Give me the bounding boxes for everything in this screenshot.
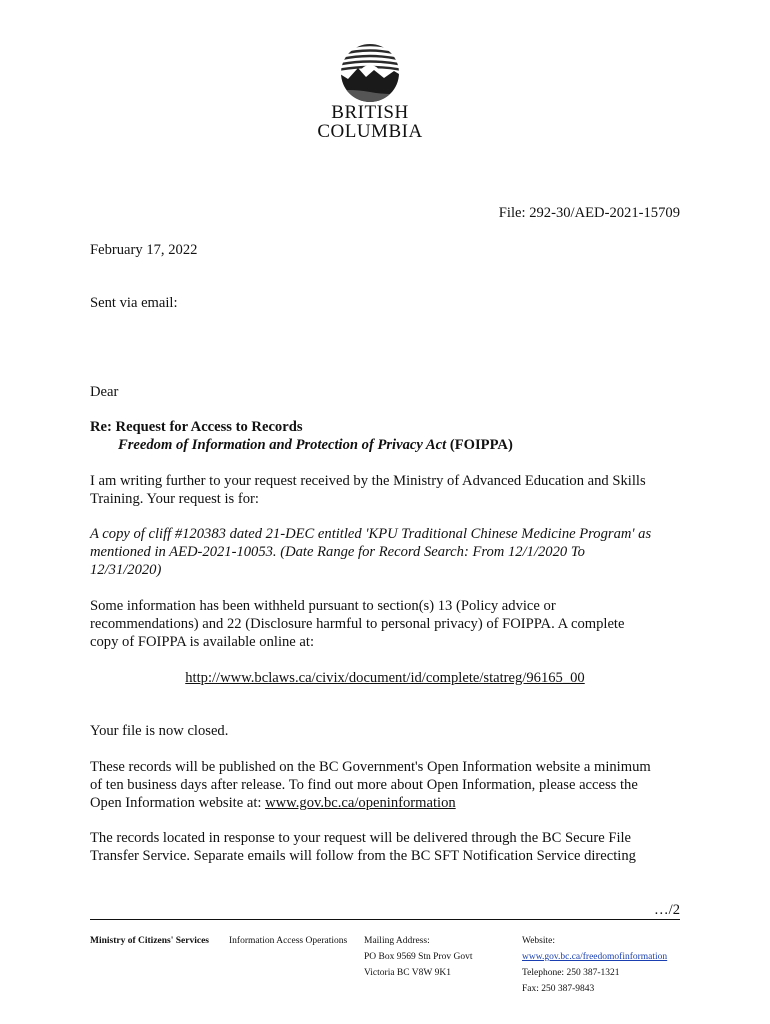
page-continuation-marker: …/2 [654,902,680,918]
salutation: Dear [90,384,119,400]
mailing-line: Victoria BC V8W 9K1 [364,968,451,978]
sent-via-line: Sent via email: [90,295,178,311]
subject-line: Re: Request for Access to Records [90,419,303,435]
footer-ministry: Ministry of Citizens' Services [90,936,209,946]
letter-date: February 17, 2022 [90,242,198,258]
sft-delivery-paragraph [90,829,690,865]
sun-mountain-emblem-icon [326,44,414,102]
telephone-line: Telephone: 250 387-1321 [522,968,620,978]
foippa-url-link[interactable]: http://www.bclaws.ca/civix/document/id/complete/statreg/96165_00 [185,670,585,686]
paragraph-line: mentioned in AED-2021-10053. (Date Range for Record Search: From 12/1/2020 To [90,544,585,560]
logo-text-british: BRITISH [331,102,409,123]
paragraph-line: Transfer Service. Separate emails will follow from the BC SFT Notification Service directing [90,848,636,864]
paragraph-line: of ten business days after release. To find out more about Open Information, please access the [90,777,638,793]
paragraph-line: A copy of cliff #120383 dated 21-DEC entitled 'KPU Traditional Chinese Medicine Program' as [90,526,652,542]
website-label: Website: [522,936,556,946]
open-information-link[interactable]: www.gov.bc.ca/openinformation [265,795,456,811]
request-text-paragraph [90,525,690,579]
footer-mailing-address [364,933,472,981]
open-information-paragraph [90,758,690,812]
act-abbreviation: (FOIPPA) [446,437,513,453]
paragraph-line: I am writing further to your request received by the Ministry of Advanced Education and Skills [90,473,646,489]
paragraph-line: Some information has been withheld pursuant to section(s) 13 (Policy advice or [90,598,556,614]
request-intro-paragraph [90,472,690,508]
paragraph-line: copy of FOIPPA is available online at: [90,634,315,650]
fax-line: Fax: 250 387-9843 [522,984,595,994]
open-info-prefix: Open Information website at: [90,795,266,811]
paragraph-line: Training. Your request is for: [90,491,259,507]
paragraph-line: 12/31/2020) [90,562,162,578]
footer-office: Information Access Operations [229,936,348,946]
paragraph-line [90,794,690,812]
footer-divider [90,919,680,920]
bc-government-logo [312,44,428,144]
mailing-line: PO Box 9569 Stn Prov Govt [364,952,473,962]
paragraph-line: recommendations) and 22 (Disclosure harmful to personal privacy) of FOIPPA. A complete [90,616,625,632]
paragraph-line: These records will be published on the BC Government's Open Information website a minimum [90,759,651,775]
file-closed-line: Your file is now closed. [90,723,229,739]
file-reference: File: 292-30/AED-2021-15709 [498,205,680,221]
paragraph-line: The records located in response to your request will be delivered through the BC Secure File [90,830,632,846]
subject-act-line [118,436,513,454]
withheld-info-paragraph [90,597,690,651]
website-link[interactable]: www.gov.bc.ca/freedomofinformation [522,952,668,962]
act-title: Freedom of Information and Protection of Privacy Act [118,437,447,453]
mailing-label: Mailing Address: [364,936,430,946]
footer-contact [522,933,667,997]
logo-text-columbia: COLUMBIA [317,121,423,142]
